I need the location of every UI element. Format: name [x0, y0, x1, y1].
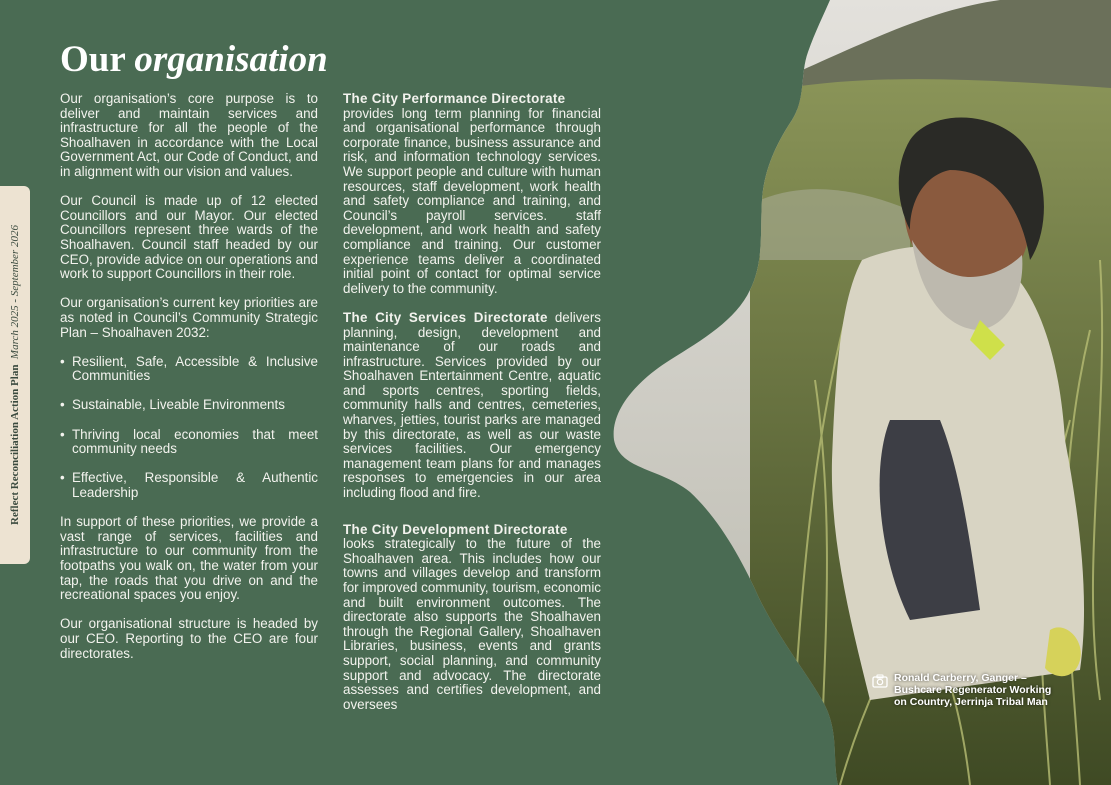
bullet: •: [60, 353, 65, 369]
bullet: •: [60, 397, 65, 413]
list-item-text: Effective, Responsible & Authentic Leadership: [72, 470, 318, 501]
paragraph-services: In support of these priorities, we provide a vast range of services, facilities and infrastructure to our community from the footpaths you walk on, the water from your tap, the roads that you drive on and the recreational spaces you enjoy.: [60, 514, 318, 603]
photo-bushcare-regenerator: [610, 0, 1111, 785]
paragraph-structure: Our organisational structure is headed by our CEO. Reporting to the CEO are four directorates.: [60, 616, 318, 661]
list-item: [60, 428, 318, 457]
side-tab-label: [9, 225, 21, 525]
section-heading: The City Performance Directorate: [343, 91, 566, 106]
bullet: •: [60, 470, 65, 486]
paragraph-purpose: Our organisation’s core purpose is to deliver and maintain services and infrastructure for all the people of the Shoalhaven in accordance with the Local Government Act, our Code of Conduct, and in alignment with our vision and values.: [60, 91, 318, 179]
list-item-text: Resilient, Safe, Accessible & Inclusive Communities: [72, 353, 318, 384]
section-city-services: [343, 311, 601, 501]
bullet: •: [60, 426, 65, 442]
section-heading: The City Services Directorate: [343, 309, 548, 325]
list-item: [60, 398, 318, 413]
section-city-performance: [343, 92, 601, 296]
page-title-italic: organisation: [134, 39, 328, 80]
section-body: delivers planning, design, development and maintenance of our roads and infrastructure. Services provided by our Shoalhaven Entertainment Centre, aquatic and sports centres, sporting fields, community halls and centres, cemeteries, wharves, jetties, tourist parks are managed by this directorate, as well as our waste services facilities. Our emergency management team plans for and manages responses to emergencies in our area including flood and fire.: [343, 309, 601, 501]
list-item: [60, 471, 318, 500]
page-title-plain: Our: [60, 39, 126, 80]
section-heading: The City Development Directorate: [343, 521, 568, 537]
camera-icon: [872, 674, 888, 688]
section-city-development: [343, 523, 601, 713]
list-item-text: Sustainable, Liveable Environments: [72, 397, 285, 413]
page-title: [60, 40, 328, 81]
list-item: [60, 355, 318, 384]
photo-caption: [872, 672, 1058, 708]
paragraph-priorities: Our organisation’s current key priorities are as noted in Council’s Community Strategic Plan – Shoalhaven 2032:: [60, 295, 318, 340]
section-body: provides long term planning for financial and organisational performance through corporate finance, business assurance and risk, and information technology services. We support people and culture with human resources, staff development, work health and safety compliance and training, and Council’s payroll services. staff development, and work health and safety compliance and training. Our customer experience teams deliver a coordinated initial point of contact for optimal service delivery to the community.: [343, 105, 601, 296]
caption-text: Ronald Carberry, Ganger – Bushcare Regenerator Working on Country, Jerrinja Tribal Man: [894, 672, 1052, 708]
paragraph-council: Our Council is made up of 12 elected Councillors and our Mayor. Our elected Councillors represent three wards of the Shoalhaven. Council staff headed by our CEO, provide advice on our operations and work to support Councillors in their role.: [60, 193, 318, 282]
middle-column: [343, 92, 601, 727]
section-body: looks strategically to the future of the Shoalhaven area. This includes how our towns and villages develop and transform for improved community, tourism, economic and built environment outcomes. The directorate also supports the Shoalhaven through the Regional Gallery, Shoalhaven Libraries, business, events and grants support, social planning, and community support and advocacy. The directorate assesses and certifies development, and oversees: [343, 536, 601, 712]
left-column: [60, 92, 318, 676]
priorities-list: [60, 355, 318, 501]
document-title: Reflect Reconciliation Action Plan: [9, 364, 21, 525]
document-date-range: March 2025 - September 2026: [9, 225, 21, 360]
list-item-text: Thriving local economies that meet community needs: [72, 426, 318, 457]
